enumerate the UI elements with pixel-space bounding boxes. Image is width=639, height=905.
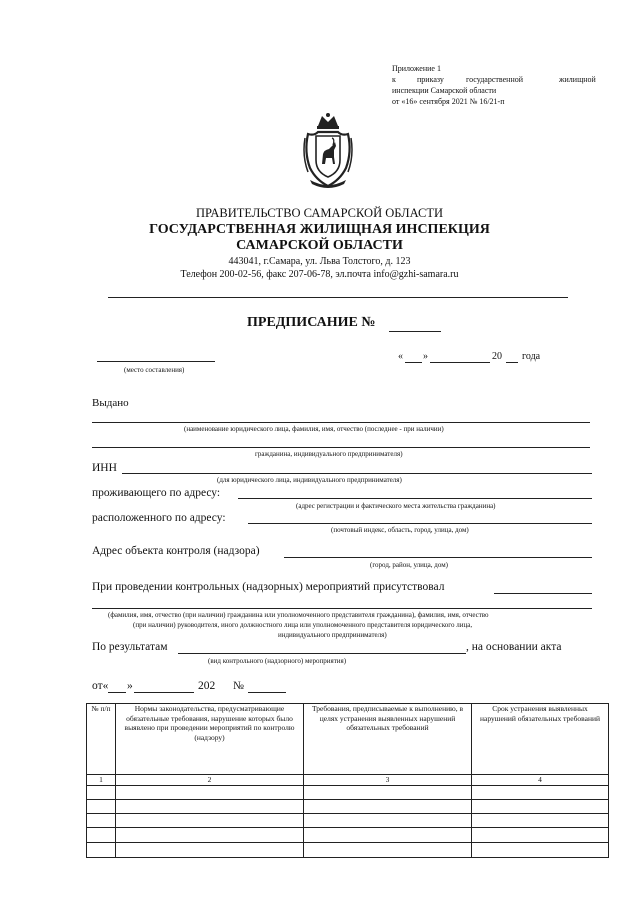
residing-field[interactable] [238,498,592,499]
header-divider [108,297,568,298]
present-field-line2[interactable] [92,608,592,609]
date-year-field[interactable] [506,362,518,363]
results-tail: , на основании акта [466,641,562,653]
present-hint3: индивидуального предпринимателя) [278,631,387,639]
date-year-suffix: года [522,351,541,362]
table-row[interactable] [87,799,609,813]
appendix-word-gos: государственной [466,75,524,84]
table-row[interactable] [87,813,609,827]
results-field[interactable] [178,653,466,654]
col-number-1: 1 [87,775,116,786]
table-header-row [87,704,609,775]
date-close-quote: » [423,351,428,362]
col-number-4: 4 [472,775,609,786]
col-number-2: 2 [116,775,304,786]
issued-hint2: гражданина, индивидуального предпринимателя) [255,450,403,458]
residing-hint: (адрес регистрации и фактического места жительства гражданина) [296,502,496,510]
object-address-hint: (город, район, улица, дом) [370,561,448,569]
appendix-word-prikazu: приказу [417,75,444,84]
date-day-field[interactable] [405,362,422,363]
table-row[interactable] [87,827,609,842]
act-number-field[interactable] [248,692,286,693]
located-hint: (почтовый индекс, область, город, улица, дом) [331,526,469,534]
agency-contacts: Телефон 200-02-56, факс 207-06-78, эл.почта info@gzhi-samara.ru [180,269,459,280]
located-field[interactable] [248,523,592,524]
place-hint: (место составления) [124,366,185,374]
requirements-table [86,703,609,858]
issued-label: Выдано [92,397,129,409]
agency-name-line2: САМАРСКОЙ ОБЛАСТИ [236,238,403,253]
present-hint2: (при наличии) руководителя, иного должностного лица или уполномоченного представителя юридического лица, [133,621,473,629]
agency-name-line1: ГОСУДАРСТВЕННАЯ ЖИЛИЩНАЯ ИНСПЕКЦИЯ [149,222,490,237]
act-close-quote: » [127,680,133,692]
col-number-3: 3 [304,775,472,786]
coat-of-arms-emblem [302,112,354,190]
inn-hint: (для юридического лица, индивидуального предпринимателя) [217,476,402,484]
act-from-label: от« [92,680,109,692]
header-deadline: Срок устранения выявленных нарушений обязательных требований [472,704,609,775]
act-number-label: № [233,680,244,692]
document-number-field[interactable] [389,331,441,332]
act-year-prefix: 202 [198,680,216,692]
object-address-label: Адрес объекта контроля (надзора) [92,545,260,557]
issued-field-line2[interactable] [92,447,590,448]
date-year-prefix: 20 [492,351,502,362]
header-requirements: Требования, предписываемые к выполнению, в целях устранения выявленных нарушений обязательных требований [304,704,472,775]
inn-field[interactable] [122,473,592,474]
issued-hint1: (наименование юридического лица, фамилия, имя, отчество (последнее - при наличии) [184,425,444,433]
place-field[interactable] [97,361,215,362]
table-numbering-row [87,775,609,786]
appendix-line3: инспекции Самарской области [392,86,497,95]
results-hint: (вид контрольного (надзорного) мероприятия) [208,657,347,665]
object-address-field[interactable] [284,557,592,558]
present-label: При проведении контрольных (надзорных) мероприятий присутствовал [92,581,445,593]
document-title: ПРЕДПИСАНИЕ № [247,315,376,330]
present-field-inline[interactable] [494,593,592,594]
located-label: расположенного по адресу: [92,512,226,524]
residing-label: проживающего по адресу: [92,487,221,499]
present-hint1: (фамилия, имя, отчество (при наличии) гражданина или уполномоченного представителя гражданина), фамилия, имя, отчество [108,611,489,619]
issued-field-line1[interactable] [92,422,590,423]
agency-address: 443041, г.Самара, ул. Льва Толстого, д. 123 [228,256,411,267]
appendix-word-k: к [392,75,396,84]
table-row[interactable] [87,842,609,857]
date-open-quote: « [398,351,403,362]
act-day-field[interactable] [108,692,126,693]
header-number: № п/п [87,704,116,775]
date-month-field[interactable] [430,362,490,363]
results-label: По результатам [92,641,168,653]
appendix-line1: Приложение 1 [392,64,441,73]
act-month-field[interactable] [134,692,194,693]
inn-label: ИНН [92,462,117,474]
appendix-line4: от «16» сентября 2021 № 16/21-п [392,97,505,106]
appendix-word-zhil: жилищной [559,75,596,84]
header-norms: Нормы законодательства, предусматривающие обязательные требования, нарушение которых было выявлено при проведении мероприятий по контролю (надзору) [116,704,304,775]
government-name: ПРАВИТЕЛЬСТВО САМАРСКОЙ ОБЛАСТИ [196,206,443,220]
table-row[interactable] [87,785,609,799]
